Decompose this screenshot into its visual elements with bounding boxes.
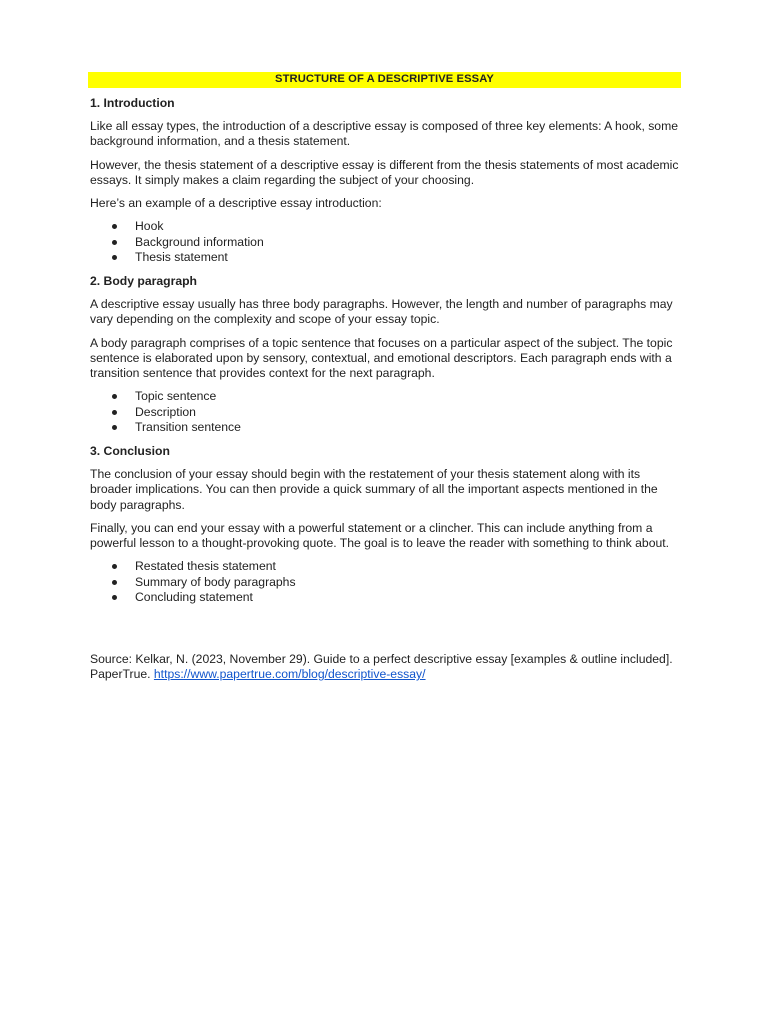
bullet-icon	[112, 564, 117, 569]
list-item-text: Hook	[135, 219, 164, 234]
bullet-list	[90, 219, 680, 266]
list-item	[90, 405, 680, 421]
bullet-icon	[112, 224, 117, 229]
list-item	[90, 389, 680, 405]
paragraph: Finally, you can end your essay with a powerful statement or a clincher. This can include anything from a powerful lesson to a thought-provoking quote. The goal is to leave the reader with something to think about.	[90, 520, 670, 551]
list-item-text: Thesis statement	[135, 250, 228, 265]
bullet-icon	[112, 255, 117, 260]
list-item-text: Transition sentence	[135, 420, 241, 435]
list-item	[90, 235, 680, 251]
list-item	[90, 250, 680, 266]
section-conclusion	[90, 444, 680, 606]
paragraph: Like all essay types, the introduction of a descriptive essay is composed of three key elements: A hook, some background information, and a thesis statement.	[90, 119, 679, 149]
source-link[interactable]: https://www.papertrue.com/blog/descriptive-essay/	[153, 667, 426, 682]
section-heading: 2. Body paragraph	[90, 274, 198, 288]
paragraph: The conclusion of your essay should begin with the restatement of your thesis statement along with its broader implications. You can then provide a quick summary of all the important aspects mentioned in the body paragraphs.	[90, 467, 658, 512]
source-citation	[90, 652, 680, 682]
document-content	[90, 72, 680, 682]
list-item	[90, 219, 680, 235]
bullet-icon	[112, 595, 117, 600]
source-text: Source: Kelkar, N. (2023, November 29). Guide to a perfect descriptive essay [examples & outline included]. PaperTrue.	[90, 652, 673, 682]
bullet-icon	[112, 394, 117, 399]
bullet-icon	[112, 425, 117, 430]
list-item-text: Concluding statement	[135, 590, 253, 605]
list-item	[90, 590, 680, 606]
section-heading: 1. Introduction	[90, 96, 175, 110]
bullet-icon	[112, 410, 117, 415]
bullet-icon	[112, 240, 117, 245]
bullet-list	[90, 389, 680, 436]
list-item-text: Restated thesis statement	[135, 559, 276, 574]
section-body-paragraph	[90, 274, 680, 436]
paragraph: A body paragraph comprises of a topic sentence that focuses on a particular aspect of the subject. The topic sentence is elaborated upon by sensory, contextual, and emotional descriptors. Each paragraph ends with a transition sentence that provides context for the next paragraph.	[90, 335, 673, 381]
paragraph: Here’s an example of a descriptive essay introduction:	[90, 196, 382, 211]
document-title: STRUCTURE OF A DESCRIPTIVE ESSAY	[88, 72, 681, 88]
list-item	[90, 559, 680, 575]
bullet-list	[90, 559, 680, 606]
section-heading: 3. Conclusion	[90, 444, 170, 458]
paragraph: A descriptive essay usually has three body paragraphs. However, the length and number of paragraphs may vary depending on the complexity and scope of your essay topic.	[90, 297, 673, 327]
bullet-icon	[112, 580, 117, 585]
section-introduction	[90, 96, 680, 266]
list-item-text: Background information	[135, 234, 264, 249]
list-item	[90, 575, 680, 591]
list-item-text: Description	[135, 404, 196, 419]
list-item-text: Summary of body paragraphs	[135, 574, 296, 589]
list-item-text: Topic sentence	[135, 389, 217, 404]
paragraph: However, the thesis statement of a descriptive essay is different from the thesis statements of most academic essays. It simply makes a claim regarding the subject of your choosing.	[90, 157, 679, 187]
list-item	[90, 420, 680, 436]
